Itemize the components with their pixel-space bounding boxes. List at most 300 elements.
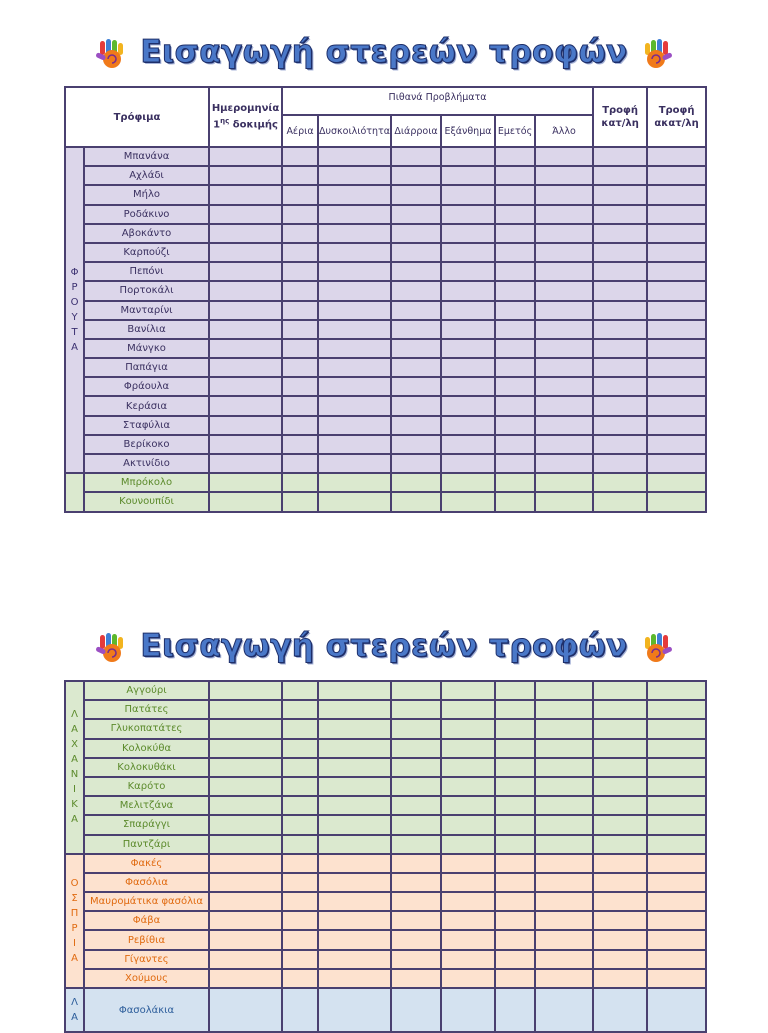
entry-cell[interactable] bbox=[495, 969, 535, 988]
entry-cell[interactable] bbox=[209, 758, 282, 777]
entry-cell[interactable] bbox=[593, 700, 647, 719]
entry-cell[interactable] bbox=[535, 416, 593, 435]
entry-cell[interactable] bbox=[535, 435, 593, 454]
entry-cell[interactable] bbox=[318, 396, 391, 415]
entry-cell[interactable] bbox=[593, 339, 647, 358]
entry-cell[interactable] bbox=[318, 224, 391, 243]
entry-cell[interactable] bbox=[593, 758, 647, 777]
entry-cell[interactable] bbox=[391, 796, 441, 815]
entry-cell[interactable] bbox=[209, 435, 282, 454]
entry-cell[interactable] bbox=[647, 205, 706, 224]
entry-cell[interactable] bbox=[391, 930, 441, 949]
entry-cell[interactable] bbox=[647, 815, 706, 834]
entry-cell[interactable] bbox=[282, 777, 318, 796]
entry-cell[interactable] bbox=[441, 739, 495, 758]
entry-cell[interactable] bbox=[535, 719, 593, 738]
entry-cell[interactable] bbox=[647, 739, 706, 758]
entry-cell[interactable] bbox=[391, 681, 441, 700]
entry-cell[interactable] bbox=[495, 435, 535, 454]
entry-cell[interactable] bbox=[647, 988, 706, 1032]
entry-cell[interactable] bbox=[593, 262, 647, 281]
entry-cell[interactable] bbox=[495, 719, 535, 738]
entry-cell[interactable] bbox=[535, 166, 593, 185]
entry-cell[interactable] bbox=[647, 435, 706, 454]
entry-cell[interactable] bbox=[209, 243, 282, 262]
entry-cell[interactable] bbox=[282, 281, 318, 300]
entry-cell[interactable] bbox=[593, 454, 647, 473]
entry-cell[interactable] bbox=[318, 358, 391, 377]
entry-cell[interactable] bbox=[318, 758, 391, 777]
entry-cell[interactable] bbox=[209, 988, 282, 1032]
entry-cell[interactable] bbox=[495, 224, 535, 243]
entry-cell[interactable] bbox=[593, 930, 647, 949]
entry-cell[interactable] bbox=[441, 416, 495, 435]
entry-cell[interactable] bbox=[535, 930, 593, 949]
entry-cell[interactable] bbox=[593, 224, 647, 243]
entry-cell[interactable] bbox=[282, 892, 318, 911]
entry-cell[interactable] bbox=[535, 988, 593, 1032]
entry-cell[interactable] bbox=[647, 719, 706, 738]
entry-cell[interactable] bbox=[535, 681, 593, 700]
entry-cell[interactable] bbox=[282, 796, 318, 815]
entry-cell[interactable] bbox=[593, 777, 647, 796]
entry-cell[interactable] bbox=[647, 320, 706, 339]
entry-cell[interactable] bbox=[282, 950, 318, 969]
entry-cell[interactable] bbox=[209, 719, 282, 738]
entry-cell[interactable] bbox=[441, 969, 495, 988]
entry-cell[interactable] bbox=[535, 777, 593, 796]
entry-cell[interactable] bbox=[391, 473, 441, 492]
entry-cell[interactable] bbox=[441, 911, 495, 930]
entry-cell[interactable] bbox=[441, 719, 495, 738]
entry-cell[interactable] bbox=[441, 396, 495, 415]
entry-cell[interactable] bbox=[647, 281, 706, 300]
entry-cell[interactable] bbox=[318, 147, 391, 166]
entry-cell[interactable] bbox=[318, 700, 391, 719]
entry-cell[interactable] bbox=[495, 205, 535, 224]
entry-cell[interactable] bbox=[318, 454, 391, 473]
entry-cell[interactable] bbox=[391, 281, 441, 300]
entry-cell[interactable] bbox=[209, 224, 282, 243]
entry-cell[interactable] bbox=[647, 835, 706, 854]
entry-cell[interactable] bbox=[391, 320, 441, 339]
entry-cell[interactable] bbox=[441, 777, 495, 796]
entry-cell[interactable] bbox=[535, 454, 593, 473]
entry-cell[interactable] bbox=[318, 185, 391, 204]
entry-cell[interactable] bbox=[495, 454, 535, 473]
entry-cell[interactable] bbox=[647, 700, 706, 719]
entry-cell[interactable] bbox=[593, 988, 647, 1032]
entry-cell[interactable] bbox=[282, 320, 318, 339]
entry-cell[interactable] bbox=[441, 473, 495, 492]
entry-cell[interactable] bbox=[593, 166, 647, 185]
entry-cell[interactable] bbox=[209, 281, 282, 300]
entry-cell[interactable] bbox=[282, 377, 318, 396]
entry-cell[interactable] bbox=[495, 739, 535, 758]
entry-cell[interactable] bbox=[318, 473, 391, 492]
entry-cell[interactable] bbox=[593, 815, 647, 834]
entry-cell[interactable] bbox=[391, 950, 441, 969]
entry-cell[interactable] bbox=[647, 758, 706, 777]
entry-cell[interactable] bbox=[391, 358, 441, 377]
entry-cell[interactable] bbox=[318, 854, 391, 873]
entry-cell[interactable] bbox=[535, 854, 593, 873]
entry-cell[interactable] bbox=[495, 854, 535, 873]
entry-cell[interactable] bbox=[647, 681, 706, 700]
entry-cell[interactable] bbox=[318, 969, 391, 988]
entry-cell[interactable] bbox=[647, 854, 706, 873]
entry-cell[interactable] bbox=[495, 873, 535, 892]
entry-cell[interactable] bbox=[441, 185, 495, 204]
entry-cell[interactable] bbox=[535, 243, 593, 262]
entry-cell[interactable] bbox=[318, 873, 391, 892]
entry-cell[interactable] bbox=[282, 185, 318, 204]
entry-cell[interactable] bbox=[535, 396, 593, 415]
entry-cell[interactable] bbox=[495, 339, 535, 358]
entry-cell[interactable] bbox=[647, 492, 706, 511]
entry-cell[interactable] bbox=[282, 873, 318, 892]
entry-cell[interactable] bbox=[441, 205, 495, 224]
entry-cell[interactable] bbox=[647, 166, 706, 185]
entry-cell[interactable] bbox=[209, 835, 282, 854]
entry-cell[interactable] bbox=[535, 301, 593, 320]
entry-cell[interactable] bbox=[282, 166, 318, 185]
entry-cell[interactable] bbox=[391, 700, 441, 719]
entry-cell[interactable] bbox=[535, 835, 593, 854]
entry-cell[interactable] bbox=[535, 224, 593, 243]
entry-cell[interactable] bbox=[593, 377, 647, 396]
entry-cell[interactable] bbox=[535, 339, 593, 358]
entry-cell[interactable] bbox=[391, 205, 441, 224]
entry-cell[interactable] bbox=[535, 320, 593, 339]
entry-cell[interactable] bbox=[593, 873, 647, 892]
entry-cell[interactable] bbox=[318, 719, 391, 738]
entry-cell[interactable] bbox=[647, 301, 706, 320]
entry-cell[interactable] bbox=[495, 681, 535, 700]
entry-cell[interactable] bbox=[209, 796, 282, 815]
entry-cell[interactable] bbox=[318, 681, 391, 700]
entry-cell[interactable] bbox=[318, 435, 391, 454]
entry-cell[interactable] bbox=[593, 243, 647, 262]
entry-cell[interactable] bbox=[495, 777, 535, 796]
entry-cell[interactable] bbox=[593, 435, 647, 454]
entry-cell[interactable] bbox=[209, 930, 282, 949]
entry-cell[interactable] bbox=[647, 339, 706, 358]
entry-cell[interactable] bbox=[282, 739, 318, 758]
entry-cell[interactable] bbox=[318, 262, 391, 281]
entry-cell[interactable] bbox=[647, 950, 706, 969]
entry-cell[interactable] bbox=[495, 396, 535, 415]
entry-cell[interactable] bbox=[495, 281, 535, 300]
entry-cell[interactable] bbox=[282, 719, 318, 738]
entry-cell[interactable] bbox=[441, 358, 495, 377]
entry-cell[interactable] bbox=[282, 815, 318, 834]
entry-cell[interactable] bbox=[441, 815, 495, 834]
entry-cell[interactable] bbox=[647, 454, 706, 473]
entry-cell[interactable] bbox=[209, 815, 282, 834]
entry-cell[interactable] bbox=[391, 243, 441, 262]
entry-cell[interactable] bbox=[318, 930, 391, 949]
entry-cell[interactable] bbox=[441, 835, 495, 854]
entry-cell[interactable] bbox=[593, 147, 647, 166]
entry-cell[interactable] bbox=[593, 796, 647, 815]
entry-cell[interactable] bbox=[391, 854, 441, 873]
entry-cell[interactable] bbox=[209, 700, 282, 719]
entry-cell[interactable] bbox=[318, 320, 391, 339]
entry-cell[interactable] bbox=[647, 777, 706, 796]
entry-cell[interactable] bbox=[391, 739, 441, 758]
entry-cell[interactable] bbox=[495, 835, 535, 854]
entry-cell[interactable] bbox=[535, 147, 593, 166]
entry-cell[interactable] bbox=[391, 777, 441, 796]
entry-cell[interactable] bbox=[282, 988, 318, 1032]
entry-cell[interactable] bbox=[318, 777, 391, 796]
entry-cell[interactable] bbox=[495, 930, 535, 949]
entry-cell[interactable] bbox=[318, 950, 391, 969]
entry-cell[interactable] bbox=[495, 911, 535, 930]
entry-cell[interactable] bbox=[495, 377, 535, 396]
entry-cell[interactable] bbox=[209, 969, 282, 988]
entry-cell[interactable] bbox=[495, 358, 535, 377]
entry-cell[interactable] bbox=[391, 492, 441, 511]
entry-cell[interactable] bbox=[391, 147, 441, 166]
entry-cell[interactable] bbox=[495, 892, 535, 911]
entry-cell[interactable] bbox=[441, 224, 495, 243]
entry-cell[interactable] bbox=[535, 873, 593, 892]
entry-cell[interactable] bbox=[318, 911, 391, 930]
entry-cell[interactable] bbox=[535, 185, 593, 204]
entry-cell[interactable] bbox=[282, 396, 318, 415]
entry-cell[interactable] bbox=[593, 185, 647, 204]
entry-cell[interactable] bbox=[391, 396, 441, 415]
entry-cell[interactable] bbox=[209, 681, 282, 700]
entry-cell[interactable] bbox=[593, 719, 647, 738]
entry-cell[interactable] bbox=[209, 873, 282, 892]
entry-cell[interactable] bbox=[282, 758, 318, 777]
entry-cell[interactable] bbox=[535, 911, 593, 930]
entry-cell[interactable] bbox=[647, 892, 706, 911]
entry-cell[interactable] bbox=[441, 492, 495, 511]
entry-cell[interactable] bbox=[593, 911, 647, 930]
entry-cell[interactable] bbox=[441, 950, 495, 969]
entry-cell[interactable] bbox=[318, 988, 391, 1032]
entry-cell[interactable] bbox=[282, 681, 318, 700]
entry-cell[interactable] bbox=[593, 492, 647, 511]
entry-cell[interactable] bbox=[391, 262, 441, 281]
entry-cell[interactable] bbox=[209, 777, 282, 796]
entry-cell[interactable] bbox=[318, 281, 391, 300]
entry-cell[interactable] bbox=[647, 416, 706, 435]
entry-cell[interactable] bbox=[282, 262, 318, 281]
entry-cell[interactable] bbox=[535, 492, 593, 511]
entry-cell[interactable] bbox=[391, 911, 441, 930]
entry-cell[interactable] bbox=[535, 815, 593, 834]
entry-cell[interactable] bbox=[441, 339, 495, 358]
entry-cell[interactable] bbox=[647, 911, 706, 930]
entry-cell[interactable] bbox=[495, 147, 535, 166]
entry-cell[interactable] bbox=[282, 339, 318, 358]
entry-cell[interactable] bbox=[209, 262, 282, 281]
entry-cell[interactable] bbox=[391, 758, 441, 777]
entry-cell[interactable] bbox=[391, 185, 441, 204]
entry-cell[interactable] bbox=[318, 796, 391, 815]
entry-cell[interactable] bbox=[535, 377, 593, 396]
entry-cell[interactable] bbox=[535, 205, 593, 224]
entry-cell[interactable] bbox=[282, 243, 318, 262]
entry-cell[interactable] bbox=[441, 930, 495, 949]
entry-cell[interactable] bbox=[593, 473, 647, 492]
entry-cell[interactable] bbox=[282, 205, 318, 224]
entry-cell[interactable] bbox=[535, 262, 593, 281]
entry-cell[interactable] bbox=[535, 796, 593, 815]
entry-cell[interactable] bbox=[495, 988, 535, 1032]
entry-cell[interactable] bbox=[441, 796, 495, 815]
entry-cell[interactable] bbox=[282, 147, 318, 166]
entry-cell[interactable] bbox=[441, 262, 495, 281]
entry-cell[interactable] bbox=[282, 454, 318, 473]
entry-cell[interactable] bbox=[209, 166, 282, 185]
entry-cell[interactable] bbox=[209, 358, 282, 377]
entry-cell[interactable] bbox=[282, 835, 318, 854]
entry-cell[interactable] bbox=[209, 454, 282, 473]
entry-cell[interactable] bbox=[593, 739, 647, 758]
entry-cell[interactable] bbox=[441, 281, 495, 300]
entry-cell[interactable] bbox=[495, 166, 535, 185]
entry-cell[interactable] bbox=[282, 301, 318, 320]
entry-cell[interactable] bbox=[391, 815, 441, 834]
entry-cell[interactable] bbox=[209, 739, 282, 758]
entry-cell[interactable] bbox=[441, 166, 495, 185]
entry-cell[interactable] bbox=[391, 835, 441, 854]
entry-cell[interactable] bbox=[209, 396, 282, 415]
entry-cell[interactable] bbox=[535, 758, 593, 777]
entry-cell[interactable] bbox=[209, 892, 282, 911]
entry-cell[interactable] bbox=[647, 185, 706, 204]
entry-cell[interactable] bbox=[282, 435, 318, 454]
entry-cell[interactable] bbox=[391, 377, 441, 396]
entry-cell[interactable] bbox=[535, 892, 593, 911]
entry-cell[interactable] bbox=[593, 358, 647, 377]
entry-cell[interactable] bbox=[535, 358, 593, 377]
entry-cell[interactable] bbox=[441, 873, 495, 892]
entry-cell[interactable] bbox=[593, 416, 647, 435]
entry-cell[interactable] bbox=[391, 988, 441, 1032]
entry-cell[interactable] bbox=[282, 473, 318, 492]
entry-cell[interactable] bbox=[593, 854, 647, 873]
entry-cell[interactable] bbox=[318, 243, 391, 262]
entry-cell[interactable] bbox=[495, 758, 535, 777]
entry-cell[interactable] bbox=[495, 262, 535, 281]
entry-cell[interactable] bbox=[209, 301, 282, 320]
entry-cell[interactable] bbox=[495, 950, 535, 969]
entry-cell[interactable] bbox=[391, 435, 441, 454]
entry-cell[interactable] bbox=[318, 492, 391, 511]
entry-cell[interactable] bbox=[209, 854, 282, 873]
entry-cell[interactable] bbox=[495, 320, 535, 339]
entry-cell[interactable] bbox=[282, 224, 318, 243]
entry-cell[interactable] bbox=[495, 301, 535, 320]
entry-cell[interactable] bbox=[593, 281, 647, 300]
entry-cell[interactable] bbox=[318, 892, 391, 911]
entry-cell[interactable] bbox=[647, 147, 706, 166]
entry-cell[interactable] bbox=[318, 377, 391, 396]
entry-cell[interactable] bbox=[441, 377, 495, 396]
entry-cell[interactable] bbox=[593, 205, 647, 224]
entry-cell[interactable] bbox=[282, 700, 318, 719]
entry-cell[interactable] bbox=[441, 301, 495, 320]
entry-cell[interactable] bbox=[209, 950, 282, 969]
entry-cell[interactable] bbox=[391, 166, 441, 185]
entry-cell[interactable] bbox=[441, 700, 495, 719]
entry-cell[interactable] bbox=[495, 243, 535, 262]
entry-cell[interactable] bbox=[495, 815, 535, 834]
entry-cell[interactable] bbox=[318, 339, 391, 358]
entry-cell[interactable] bbox=[441, 243, 495, 262]
entry-cell[interactable] bbox=[647, 873, 706, 892]
entry-cell[interactable] bbox=[535, 950, 593, 969]
entry-cell[interactable] bbox=[318, 835, 391, 854]
entry-cell[interactable] bbox=[647, 262, 706, 281]
entry-cell[interactable] bbox=[282, 358, 318, 377]
entry-cell[interactable] bbox=[495, 492, 535, 511]
entry-cell[interactable] bbox=[282, 492, 318, 511]
entry-cell[interactable] bbox=[535, 969, 593, 988]
entry-cell[interactable] bbox=[593, 950, 647, 969]
entry-cell[interactable] bbox=[441, 681, 495, 700]
entry-cell[interactable] bbox=[647, 930, 706, 949]
entry-cell[interactable] bbox=[391, 339, 441, 358]
entry-cell[interactable] bbox=[593, 320, 647, 339]
entry-cell[interactable] bbox=[441, 988, 495, 1032]
entry-cell[interactable] bbox=[282, 854, 318, 873]
entry-cell[interactable] bbox=[535, 281, 593, 300]
entry-cell[interactable] bbox=[593, 835, 647, 854]
entry-cell[interactable] bbox=[647, 473, 706, 492]
entry-cell[interactable] bbox=[495, 416, 535, 435]
entry-cell[interactable] bbox=[441, 147, 495, 166]
entry-cell[interactable] bbox=[391, 301, 441, 320]
entry-cell[interactable] bbox=[647, 243, 706, 262]
entry-cell[interactable] bbox=[495, 185, 535, 204]
entry-cell[interactable] bbox=[593, 301, 647, 320]
entry-cell[interactable] bbox=[209, 320, 282, 339]
entry-cell[interactable] bbox=[647, 358, 706, 377]
entry-cell[interactable] bbox=[647, 377, 706, 396]
entry-cell[interactable] bbox=[647, 796, 706, 815]
entry-cell[interactable] bbox=[593, 681, 647, 700]
entry-cell[interactable] bbox=[318, 205, 391, 224]
entry-cell[interactable] bbox=[318, 815, 391, 834]
entry-cell[interactable] bbox=[495, 796, 535, 815]
entry-cell[interactable] bbox=[282, 969, 318, 988]
entry-cell[interactable] bbox=[441, 320, 495, 339]
entry-cell[interactable] bbox=[391, 454, 441, 473]
entry-cell[interactable] bbox=[391, 873, 441, 892]
entry-cell[interactable] bbox=[535, 739, 593, 758]
entry-cell[interactable] bbox=[318, 166, 391, 185]
entry-cell[interactable] bbox=[441, 435, 495, 454]
entry-cell[interactable] bbox=[441, 854, 495, 873]
entry-cell[interactable] bbox=[209, 339, 282, 358]
entry-cell[interactable] bbox=[282, 930, 318, 949]
entry-cell[interactable] bbox=[593, 969, 647, 988]
entry-cell[interactable] bbox=[209, 377, 282, 396]
entry-cell[interactable] bbox=[209, 185, 282, 204]
entry-cell[interactable] bbox=[282, 911, 318, 930]
entry-cell[interactable] bbox=[318, 416, 391, 435]
entry-cell[interactable] bbox=[593, 396, 647, 415]
entry-cell[interactable] bbox=[391, 416, 441, 435]
